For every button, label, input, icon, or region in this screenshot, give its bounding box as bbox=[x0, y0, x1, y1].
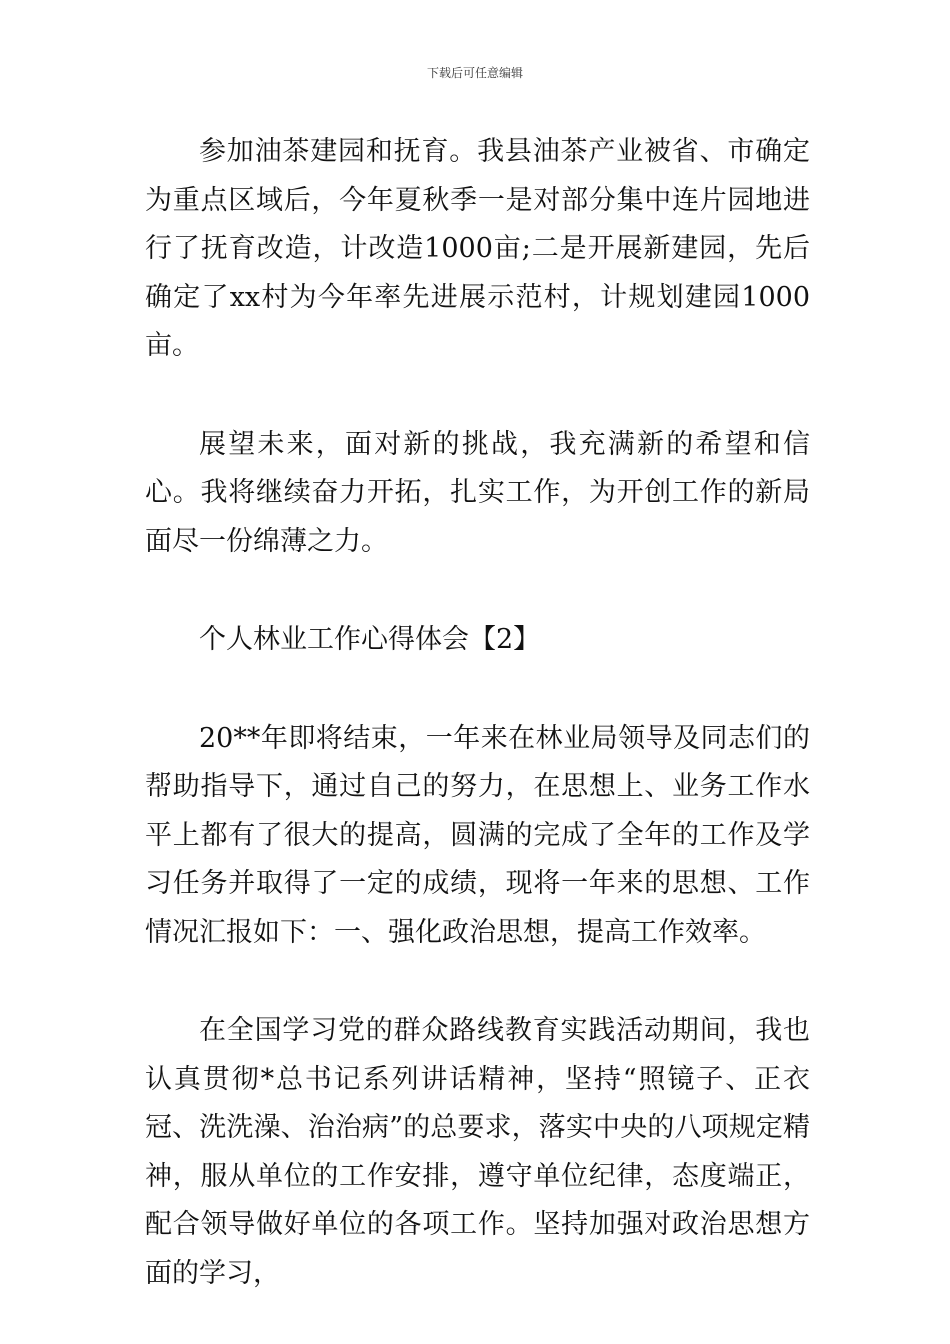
paragraph-year-summary: 20**年即将结束，一年来在林业局领导及同志们的帮助指导下，通过自己的努力，在思想上、业务工作水平上都有了很大的提高，圆满的完成了全年的工作及学习任务并取得了一定的成绩，现将一年来的思想、工作情况汇报如下：一、强化政治思想，提高工作效率。 bbox=[145, 722, 810, 948]
paragraph-oil-tea: 参加油茶建园和抚育。我县油茶产业被省、市确定为重点区域后，今年夏秋季一是对部分集中连片园地进行了抚育改造，计改造1000亩;二是开展新建园，先后确定了xx村为今年率先进展示范村，计规划建园1000亩。 bbox=[145, 136, 810, 361]
paragraph-outlook: 展望未来，面对新的挑战，我充满新的希望和信心。我将继续奋力开拓，扎实工作，为开创工作的新局面尽一份绵薄之力。 bbox=[145, 428, 810, 557]
document-body bbox=[145, 128, 810, 1298]
section-title: 个人林业工作心得体会【2】 bbox=[199, 624, 541, 655]
page-header: 下载后可任意编辑 bbox=[426, 66, 523, 80]
paragraph-party-study: 在全国学习党的群众路线教育实践活动期间，我也认真贯彻*总书记系列讲话精神，坚持“照镜子、正衣冠、洗洗澡、治治病”的总要求，落实中央的八项规定精神，服从单位的工作安排，遵守单位纪律，态度端正，配合领导做好单位的各项工作。坚持加强对政治思想方面的学习， bbox=[145, 1015, 810, 1289]
